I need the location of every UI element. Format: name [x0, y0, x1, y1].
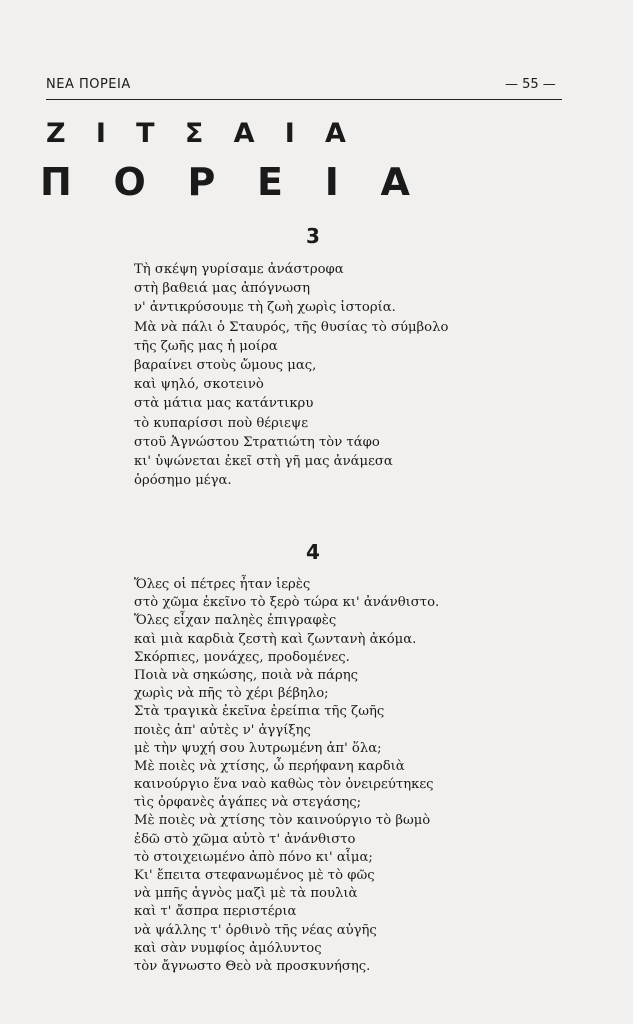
title-letter: Π	[40, 160, 72, 204]
poem-line: Μὲ ποιὲς νὰ χτίσης τὸν καινούργιο τὸ βωμὸ	[134, 813, 431, 829]
poem-line: στὸ χῶμα ἐκεῖνο τὸ ξερὸ τώρα κι' ἀνάνθιστο.	[134, 595, 440, 611]
poem-line: ποιὲς ἀπ' αὐτὲς ν' ἀγγίξης	[134, 722, 311, 738]
poem-line: Ὅλες εἶχαν παληὲς ἐπιγραφὲς	[134, 613, 337, 629]
poem-line: τὸν ἄγνωστο Θεὸ νὰ προσκυνήσης.	[134, 958, 371, 974]
title-letter: Ι	[324, 160, 339, 204]
poem-line: ὁρόσημο μέγα.	[134, 473, 232, 489]
title-letter: Α	[380, 160, 410, 204]
poem-line: νὰ ψάλλης τ' ὀρθινὸ τῆς νέας αὐγῆς	[134, 922, 377, 938]
poem-line: Τὴ σκέψη γυρίσαμε ἀνάστροφα	[134, 262, 344, 277]
poem-line: Σκόρπιες, μονάχες, προδομένες.	[134, 649, 350, 665]
author-letter: Ζ	[46, 118, 66, 149]
page-number: — 55 —	[505, 77, 556, 92]
author-letter: Τ	[136, 118, 155, 149]
poem-line: Κι' ἔπειτα στεφανωμένος μὲ τὸ φῶς	[134, 868, 375, 883]
poem-line: τὸ κυπαρίσσι ποὺ θέριεψε	[134, 415, 309, 431]
poem-line: στὰ μάτια μας κατάντικρυ	[134, 396, 314, 412]
poem-line: τῆς ζωῆς μας ἡ μοίρα	[134, 338, 278, 354]
author-letter: Α	[325, 118, 346, 149]
poem-line: καὶ σὰν νυμφίος ἀμόλυντος	[134, 940, 322, 956]
author-letter: Ι	[95, 118, 106, 149]
section-number: 4	[306, 540, 320, 564]
poem-line: Μὲ ποιὲς νὰ χτίσης, ὦ περήφανη καρδιὰ	[134, 758, 405, 774]
section-number: 3	[306, 224, 320, 248]
journal-title: ΝΕΑ ΠΟΡΕΙΑ	[46, 77, 131, 92]
poem-line: χωρὶς νὰ πῆς τὸ χέρι βέβηλο;	[134, 686, 329, 702]
title-letter: Ρ	[187, 160, 216, 204]
poem-line: Ὅλες οἱ πέτρες ἦταν ἱερὲς	[134, 577, 311, 592]
poem-line: στοῦ Ἀγνώστου Στρατιώτη τὸν τάφο	[134, 434, 380, 450]
poem-line: κι' ὑψώνεται ἐκεῖ στὴ γῆ μας ἀνάμεσα	[134, 453, 393, 469]
author-letter: Σ	[184, 118, 204, 149]
poem-line: βαραίνει στοὺς ὤμους μας,	[134, 357, 317, 373]
poem-line: καὶ μιὰ καρδιὰ ζεστὴ καὶ ζωντανὴ ἀκόμα.	[134, 631, 417, 647]
poem-line: τὶς ὀρφανὲς ἀγάπες νὰ στεγάσης;	[134, 795, 362, 811]
poem-line: τὸ στοιχειωμένο ἀπὸ πόνο κι' αἷμα;	[134, 849, 373, 865]
poem-line: καινούργιο ἕνα ναὸ καθὼς τὸν ὀνειρεύτηκες	[134, 777, 434, 793]
poem-line: ν' ἀντικρύσουμε τὴ ζωὴ χωρὶς ἱστορία.	[134, 300, 396, 316]
poem-line: Στὰ τραγικὰ ἐκεῖνα ἐρείπια τῆς ζωῆς	[134, 704, 385, 720]
poem-line: ἐδῶ στὸ χῶμα αὐτὸ τ' ἀνάνθιστο	[134, 831, 356, 847]
stanza-4	[134, 576, 494, 976]
author-letter: Α	[233, 118, 255, 149]
poem-line: καὶ ψηλό, σκοτεινὸ	[134, 377, 264, 393]
header-rule	[46, 99, 562, 100]
author-name	[46, 118, 346, 149]
poem-line: καὶ τ' ἄσπρα περιστέρια	[134, 904, 297, 920]
author-letter: Ι	[284, 118, 295, 149]
poem-line: νὰ μπῆς ἁγνὸς μαζὶ μὲ τὰ πουλιὰ	[134, 886, 358, 902]
poem-line: μὲ τὴν ψυχή σου λυτρωμένη ἀπ' ὅλα;	[134, 740, 382, 756]
poem-line: Ποιὰ νὰ σηκώσης, ποιὰ νὰ πάρης	[134, 667, 358, 683]
poem-title	[40, 160, 410, 204]
poem-line: στὴ βαθειά μας ἀπόγνωση	[134, 281, 311, 297]
title-letter: Ε	[257, 160, 284, 204]
stanza-3	[134, 260, 494, 490]
poem-line: Μὰ νὰ πάλι ὁ Σταυρός, τῆς θυσίας τὸ σύμβολο	[134, 319, 449, 335]
title-letter: Ο	[113, 160, 146, 204]
